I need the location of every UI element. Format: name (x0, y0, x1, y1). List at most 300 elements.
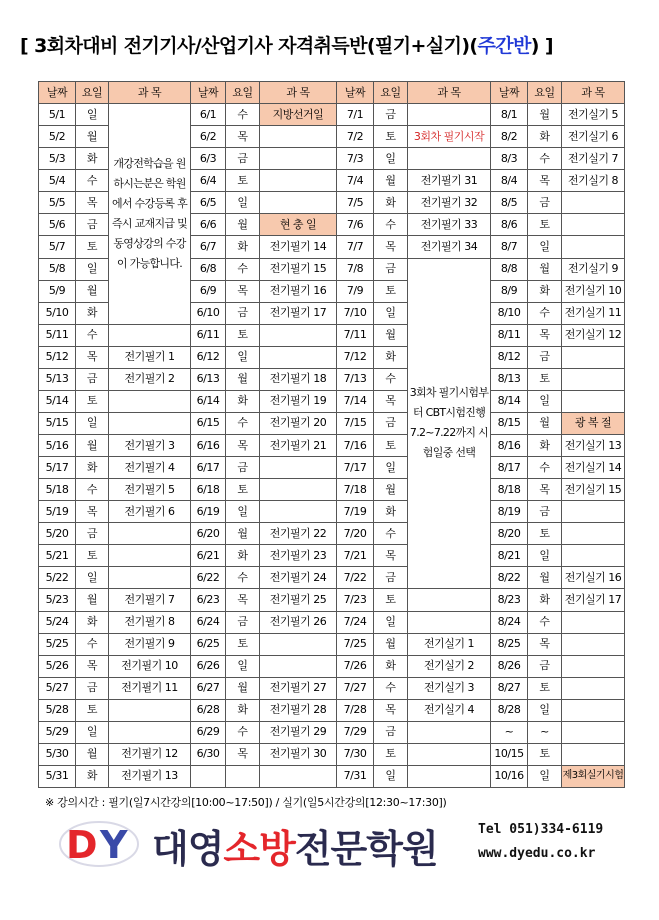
cell-date: 6/7 (191, 236, 226, 258)
cell-subject (260, 192, 337, 214)
cell-subject (260, 633, 337, 655)
cell-date: 5/4 (39, 170, 76, 192)
cell-day: 금 (76, 523, 109, 545)
cell-date: 6/24 (191, 611, 226, 633)
cell-day: 금 (226, 302, 260, 324)
cell-subject: 전기실기 13 (562, 435, 625, 457)
cell-day: 목 (226, 280, 260, 302)
cell-date: 6/28 (191, 699, 226, 721)
cell-day: 수 (374, 368, 408, 390)
cell-subject: 지방선거일 (260, 104, 337, 126)
cell-subject: 전기필기 21 (260, 435, 337, 457)
cell-day: 일 (374, 148, 408, 170)
cell-date: 8/26 (491, 655, 528, 677)
cell-subject: 전기실기 12 (562, 324, 625, 346)
cell-date: 6/19 (191, 501, 226, 523)
cell-subject: 전기필기 13 (109, 765, 191, 787)
cell-date: 7/9 (337, 280, 374, 302)
cell-date: 5/19 (39, 501, 76, 523)
table-row (39, 765, 625, 787)
cell-subject (109, 390, 191, 412)
cell-day: 화 (374, 346, 408, 368)
svg-text:Y: Y (100, 823, 128, 867)
cell-date: 8/25 (491, 633, 528, 655)
header-subject: 과 목 (562, 82, 625, 104)
cell-subject (260, 324, 337, 346)
cell-date: 7/10 (337, 302, 374, 324)
cell-date: 5/16 (39, 435, 76, 457)
cell-subject: 전기필기 14 (260, 236, 337, 258)
cell-day: 월 (528, 258, 562, 280)
cell-date: 5/31 (39, 765, 76, 787)
cell-subject: 전기실기 8 (562, 170, 625, 192)
cell-subject (109, 699, 191, 721)
cell-day: 목 (374, 236, 408, 258)
cell-subject (260, 765, 337, 787)
cell-subject (260, 170, 337, 192)
cell-subject: 전기필기 23 (260, 545, 337, 567)
cell-day: 토 (76, 545, 109, 567)
cell-date: 8/10 (491, 302, 528, 324)
cell-date: 8/9 (491, 280, 528, 302)
cell-subject: 전기필기 20 (260, 412, 337, 434)
table-row (39, 346, 625, 368)
cell-date: 6/4 (191, 170, 226, 192)
cell-subject (562, 236, 625, 258)
cell-date: 7/19 (337, 501, 374, 523)
cell-day: 토 (374, 280, 408, 302)
contact-info (478, 818, 603, 866)
cell-date: 6/18 (191, 479, 226, 501)
cell-date: 6/21 (191, 545, 226, 567)
cell-date: 7/8 (337, 258, 374, 280)
cell-date: 5/9 (39, 280, 76, 302)
cell-day: 목 (374, 699, 408, 721)
cell-date: 6/6 (191, 214, 226, 236)
cell-day: 월 (374, 479, 408, 501)
phone-number: Tel 051)334-6119 (478, 822, 604, 837)
cell-subject (562, 545, 625, 567)
cell-day: 금 (374, 721, 408, 743)
cell-date: 5/24 (39, 611, 76, 633)
cell-day: ~ (528, 721, 562, 743)
cell-day: 화 (374, 192, 408, 214)
cell-day: 수 (374, 214, 408, 236)
cell-subject: 전기필기 8 (109, 611, 191, 633)
cell-day: 수 (226, 104, 260, 126)
cell-subject (109, 545, 191, 567)
cell-subject: 전기필기 17 (260, 302, 337, 324)
cell-date: 7/22 (337, 567, 374, 589)
cell-day: 목 (374, 390, 408, 412)
cell-subject (109, 324, 191, 346)
cell-date: 8/27 (491, 677, 528, 699)
cell-day: 수 (226, 258, 260, 280)
cell-date: 7/13 (337, 368, 374, 390)
cell-date: 5/6 (39, 214, 76, 236)
cell-subject: 광 복 절 (562, 412, 625, 434)
cell-date: 7/1 (337, 104, 374, 126)
cell-subject: 전기필기 19 (260, 390, 337, 412)
cell-date: 6/5 (191, 192, 226, 214)
cell-day: 수 (374, 677, 408, 699)
cell-date: 7/15 (337, 412, 374, 434)
cell-date: 7/18 (337, 479, 374, 501)
header-subject: 과 목 (408, 82, 491, 104)
cell-day: 화 (374, 501, 408, 523)
cell-date: 5/18 (39, 479, 76, 501)
academy-name: 대영소방전문학원 (152, 827, 438, 871)
cell-subject: 전기필기 33 (408, 214, 491, 236)
cell-day: 일 (226, 655, 260, 677)
cell-subject: 제3회실기시험 (562, 765, 625, 787)
cell-date: 7/11 (337, 324, 374, 346)
cell-day: 일 (226, 346, 260, 368)
cell-date: 5/3 (39, 148, 76, 170)
header-date: 날짜 (39, 82, 76, 104)
cell-subject: 전기필기 32 (408, 192, 491, 214)
cell-date: 7/28 (337, 699, 374, 721)
cell-day: 토 (528, 677, 562, 699)
cell-day: 수 (374, 523, 408, 545)
cell-date: 8/23 (491, 589, 528, 611)
cell-day: 토 (226, 170, 260, 192)
page-title: [ 3회차대비 전기기사/산업기사 자격취득반(필기+실기)(주간반) ] (20, 35, 553, 57)
cell-subject: 전기실기 1 (408, 633, 491, 655)
cell-day: 월 (76, 280, 109, 302)
cell-subject: 전기필기 34 (408, 236, 491, 258)
cell-date: 7/26 (337, 655, 374, 677)
cell-day: 화 (528, 589, 562, 611)
cell-date: 8/21 (491, 545, 528, 567)
table-row (39, 324, 625, 346)
cell-date: 6/29 (191, 721, 226, 743)
cell-day: 토 (528, 214, 562, 236)
cell-day: 월 (76, 589, 109, 611)
header-date: 날짜 (191, 82, 226, 104)
cell-day: 금 (374, 104, 408, 126)
cell-subject (260, 655, 337, 677)
cell-subject: 전기필기 30 (260, 743, 337, 765)
cell-date: 5/20 (39, 523, 76, 545)
dy-logo-icon (58, 818, 140, 868)
cell-day: 금 (76, 677, 109, 699)
cell-day: 월 (374, 170, 408, 192)
cell-date (191, 765, 226, 787)
cell-day: 화 (76, 302, 109, 324)
cell-date: 6/2 (191, 126, 226, 148)
cell-day: 금 (76, 368, 109, 390)
cell-date: 8/11 (491, 324, 528, 346)
cell-date: 7/20 (337, 523, 374, 545)
cell-day: 토 (226, 633, 260, 655)
table-row (39, 501, 625, 523)
cell-subject (562, 390, 625, 412)
cell-subject: 전기실기 6 (562, 126, 625, 148)
cell-date: 5/2 (39, 126, 76, 148)
cell-date: 7/30 (337, 743, 374, 765)
cell-date: 6/26 (191, 655, 226, 677)
cell-date: 5/15 (39, 412, 76, 434)
cell-subject (109, 567, 191, 589)
cell-date: 8/12 (491, 346, 528, 368)
cell-subject (562, 214, 625, 236)
cell-date: 5/22 (39, 567, 76, 589)
cell-day: 수 (528, 148, 562, 170)
cell-subject: 전기실기 2 (408, 655, 491, 677)
cell-date: 8/3 (491, 148, 528, 170)
cell-date: 6/16 (191, 435, 226, 457)
cell-day: 목 (528, 633, 562, 655)
cell-subject: 전기실기 4 (408, 699, 491, 721)
table-row (39, 104, 625, 126)
cell-day: 목 (226, 743, 260, 765)
cell-day: 금 (528, 346, 562, 368)
cell-day: 수 (528, 457, 562, 479)
cell-day: 수 (76, 479, 109, 501)
cell-day: 일 (226, 501, 260, 523)
cell-day (226, 765, 260, 787)
cell-date: 5/26 (39, 655, 76, 677)
cell-day: 목 (528, 324, 562, 346)
cell-subject: 전기필기 3 (109, 435, 191, 457)
table-row (39, 655, 625, 677)
cell-date: 7/24 (337, 611, 374, 633)
cell-date: 7/5 (337, 192, 374, 214)
cell-date: 5/11 (39, 324, 76, 346)
cell-date: 6/17 (191, 457, 226, 479)
cell-date: 5/8 (39, 258, 76, 280)
cell-day: 월 (226, 677, 260, 699)
cell-date: 5/5 (39, 192, 76, 214)
cell-date: 7/4 (337, 170, 374, 192)
table-row (39, 523, 625, 545)
cell-day: 일 (528, 390, 562, 412)
cell-subject (562, 368, 625, 390)
cell-day: 금 (528, 501, 562, 523)
cell-day: 화 (528, 280, 562, 302)
cell-day: 목 (226, 435, 260, 457)
cell-date: 6/9 (191, 280, 226, 302)
cell-day: 수 (226, 412, 260, 434)
header-row (39, 82, 625, 104)
cell-date: 5/25 (39, 633, 76, 655)
table-row (39, 567, 625, 589)
cell-day: 월 (374, 324, 408, 346)
cell-subject (408, 589, 491, 611)
cell-date: 6/23 (191, 589, 226, 611)
cell-day: 화 (528, 435, 562, 457)
cell-day: 토 (76, 390, 109, 412)
cell-day: 토 (528, 523, 562, 545)
cell-date: 8/2 (491, 126, 528, 148)
cell-subject: 전기실기 16 (562, 567, 625, 589)
cell-date: 6/13 (191, 368, 226, 390)
cell-day: 금 (528, 192, 562, 214)
cell-day: 월 (374, 633, 408, 655)
cell-subject (260, 346, 337, 368)
table-row (39, 390, 625, 412)
cell-subject: 전기필기 27 (260, 677, 337, 699)
cell-subject: 전기필기 6 (109, 501, 191, 523)
cell-subject (562, 523, 625, 545)
cell-subject (562, 192, 625, 214)
cell-day: 일 (226, 192, 260, 214)
cell-subject: 전기필기 24 (260, 567, 337, 589)
cell-date: ~ (491, 721, 528, 743)
cell-subject (260, 501, 337, 523)
cell-date: 8/20 (491, 523, 528, 545)
cell-day: 일 (528, 699, 562, 721)
cell-date: 7/14 (337, 390, 374, 412)
cell-day: 수 (528, 611, 562, 633)
cell-day: 월 (226, 214, 260, 236)
cell-date: 5/7 (39, 236, 76, 258)
cell-date: 6/27 (191, 677, 226, 699)
cell-date: 8/17 (491, 457, 528, 479)
cell-subject (562, 346, 625, 368)
cell-day: 금 (226, 148, 260, 170)
cell-subject (562, 611, 625, 633)
cell-day: 월 (76, 435, 109, 457)
cell-day: 화 (76, 765, 109, 787)
cell-subject (562, 677, 625, 699)
cell-day: 수 (528, 302, 562, 324)
cell-date: 5/29 (39, 721, 76, 743)
table-row (39, 677, 625, 699)
cell-day: 토 (374, 589, 408, 611)
cell-date: 8/28 (491, 699, 528, 721)
cell-date: 10/16 (491, 765, 528, 787)
cell-subject: 전기필기 9 (109, 633, 191, 655)
table-row (39, 611, 625, 633)
cell-day: 금 (528, 655, 562, 677)
cell-subject: 전기필기 10 (109, 655, 191, 677)
cell-subject (562, 633, 625, 655)
cell-date: 5/14 (39, 390, 76, 412)
cell-subject (408, 611, 491, 633)
cell-day: 화 (528, 126, 562, 148)
svg-text:D: D (66, 823, 98, 867)
cell-day: 토 (374, 126, 408, 148)
cell-subject (109, 721, 191, 743)
cell-day: 월 (226, 523, 260, 545)
cell-subject (562, 699, 625, 721)
cell-subject (562, 501, 625, 523)
cell-date: 6/14 (191, 390, 226, 412)
cell-date: 6/30 (191, 743, 226, 765)
cell-date: 5/1 (39, 104, 76, 126)
cell-day: 수 (76, 633, 109, 655)
cell-day: 금 (76, 214, 109, 236)
cell-day: 금 (374, 258, 408, 280)
cell-date: 7/3 (337, 148, 374, 170)
cell-date: 8/14 (491, 390, 528, 412)
cell-subject: 전기필기 29 (260, 721, 337, 743)
cell-date: 8/22 (491, 567, 528, 589)
cell-date: 5/10 (39, 302, 76, 324)
cell-subject: 전기필기 25 (260, 589, 337, 611)
cell-date: 5/23 (39, 589, 76, 611)
website-address: www.dyedu.co.kr (478, 846, 596, 861)
cell-date: 7/23 (337, 589, 374, 611)
cell-day: 목 (226, 126, 260, 148)
cell-day: 금 (374, 567, 408, 589)
cell-subject: 전기실기 15 (562, 479, 625, 501)
cell-day: 일 (374, 457, 408, 479)
cell-subject: 전기실기 17 (562, 589, 625, 611)
cell-subject: 전기필기 11 (109, 677, 191, 699)
cell-day: 화 (76, 148, 109, 170)
cell-date: 5/13 (39, 368, 76, 390)
cell-subject: 전기필기 18 (260, 368, 337, 390)
cell-date: 5/28 (39, 699, 76, 721)
cell-date: 7/17 (337, 457, 374, 479)
cell-subject (109, 412, 191, 434)
header-subject: 과 목 (109, 82, 191, 104)
cell-subject: 3회차 필기시작 (408, 126, 491, 148)
cell-day: 목 (226, 589, 260, 611)
cell-subject: 전기필기 1 (109, 346, 191, 368)
cell-day: 토 (528, 743, 562, 765)
cell-day: 일 (528, 545, 562, 567)
cell-date: 7/6 (337, 214, 374, 236)
cell-subject: 전기필기 31 (408, 170, 491, 192)
cell-date: 8/5 (491, 192, 528, 214)
cell-day: 화 (374, 655, 408, 677)
cell-date: 6/25 (191, 633, 226, 655)
cell-date: 5/27 (39, 677, 76, 699)
cell-day: 월 (76, 743, 109, 765)
schedule-table (38, 81, 625, 788)
cell-day: 금 (226, 457, 260, 479)
cell-subject: 전기실기 10 (562, 280, 625, 302)
cell-date: 8/7 (491, 236, 528, 258)
cell-day: 토 (374, 435, 408, 457)
cell-day: 화 (226, 236, 260, 258)
cell-day: 일 (374, 765, 408, 787)
cell-date: 8/8 (491, 258, 528, 280)
cell-day: 일 (76, 721, 109, 743)
cell-day: 일 (528, 765, 562, 787)
cell-day: 금 (226, 611, 260, 633)
cell-subject: 전기실기 11 (562, 302, 625, 324)
cell-subject (260, 126, 337, 148)
may-notice: 개강전학습을 원하시는분은 학원에서 수강등록 후 즉시 교재지급 및 동영상강의 수강이 가능합니다. (109, 104, 191, 325)
cell-day: 월 (76, 126, 109, 148)
cell-day: 목 (76, 346, 109, 368)
cell-subject (562, 721, 625, 743)
cell-day: 화 (76, 457, 109, 479)
cell-day: 일 (76, 104, 109, 126)
header-day: 요일 (528, 82, 562, 104)
table-row (39, 457, 625, 479)
cell-date: 7/25 (337, 633, 374, 655)
cell-subject: 현 충 일 (260, 214, 337, 236)
cell-date: 7/31 (337, 765, 374, 787)
lecture-time-note: ※ 강의시간 : 필기(일7시간강의[10:00~17:50]) / 실기(일5시간강의[12:30~17:30]) (45, 796, 447, 809)
header-date: 날짜 (337, 82, 374, 104)
table-row (39, 412, 625, 434)
cell-day: 월 (226, 368, 260, 390)
cell-date: 5/12 (39, 346, 76, 368)
cell-date: 6/22 (191, 567, 226, 589)
cell-day: 일 (76, 567, 109, 589)
cell-subject (408, 721, 491, 743)
cell-date: 8/6 (491, 214, 528, 236)
cell-date: 8/13 (491, 368, 528, 390)
cell-subject: 전기필기 4 (109, 457, 191, 479)
